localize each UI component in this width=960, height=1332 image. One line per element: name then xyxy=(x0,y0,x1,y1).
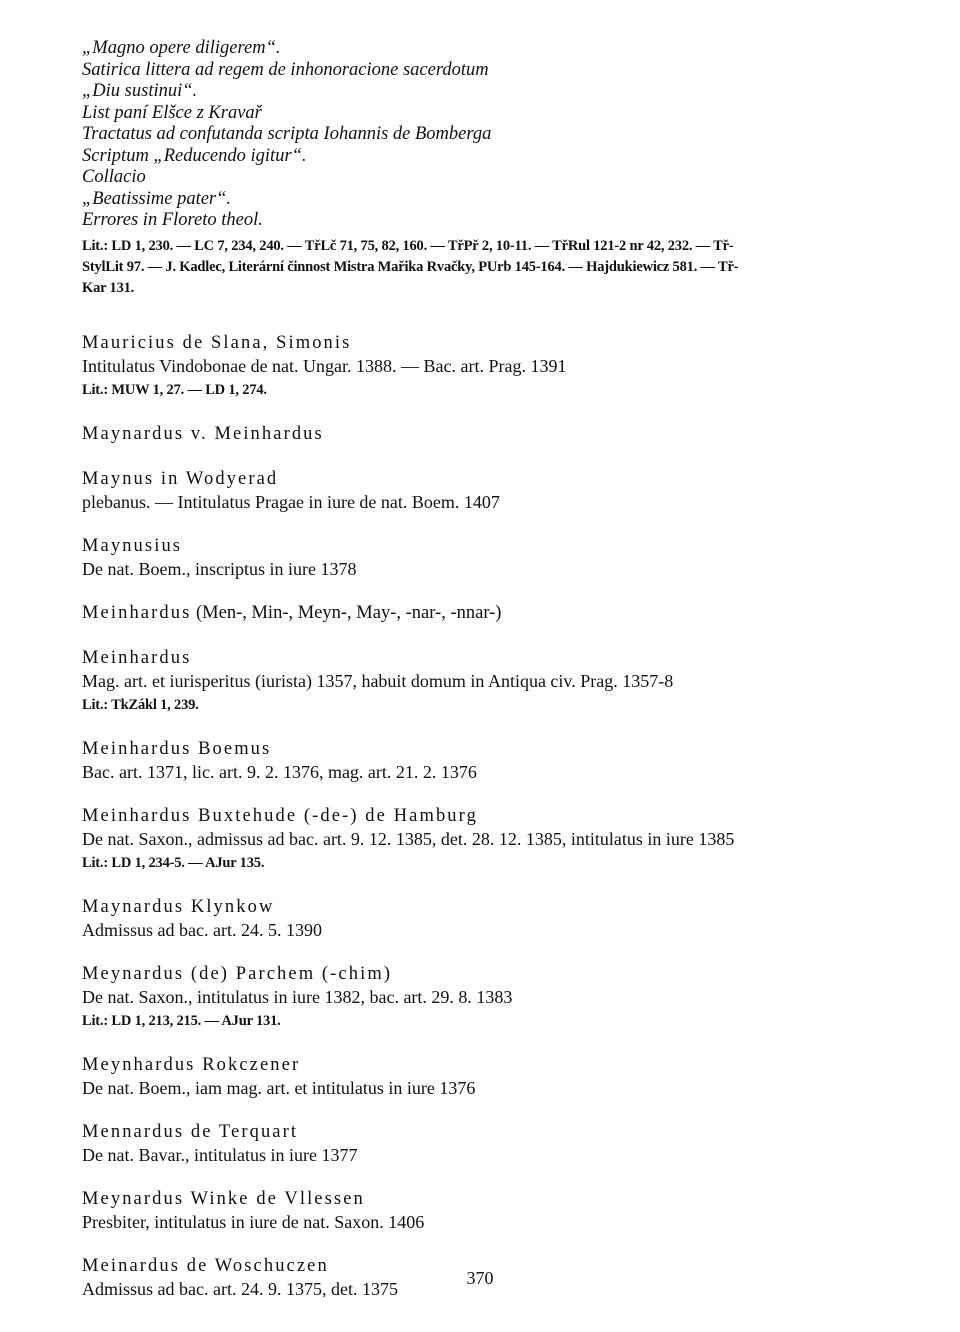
entry-name-text: Meinhardus Buxtehude (-de-) de Hamburg xyxy=(82,805,478,826)
entry-name-text: Meinardus de Woschuczen xyxy=(82,1255,329,1276)
entry-name-text: Meynardus Winke de Vllessen xyxy=(82,1188,365,1209)
literature-line: Lit.: LD 1, 230. — LC 7, 234, 240. — TřLč 71, 75, 82, 160. — TřPř 2, 10-11. — TřRul 121-2 nr 42, 232. — Tř- xyxy=(82,237,734,254)
entry-name xyxy=(82,332,902,355)
entry-description: Intitulatus Vindobonae de nat. Ungar. 1388. — Bac. art. Prag. 1391 xyxy=(82,355,567,376)
entry-name xyxy=(82,535,902,558)
entry-name-text: Meinhardus xyxy=(82,602,192,623)
work-title: „Beatissime pater“. xyxy=(82,188,232,209)
entry-description: De nat. Saxon., admissus ad bac. art. 9. 12. 1385, det. 28. 12. 1385, intitulatus in iure 1385 xyxy=(82,828,735,849)
entry xyxy=(82,805,902,874)
entry xyxy=(82,602,902,625)
entry-name-text: Mennardus de Terquart xyxy=(82,1121,299,1142)
entry-name xyxy=(82,963,902,986)
entry-name xyxy=(82,1121,902,1144)
work-title: Errores in Floreto theol. xyxy=(82,210,263,230)
entry-name-text: Maynusius xyxy=(82,535,183,556)
entry-name xyxy=(82,738,902,761)
intro-literature xyxy=(82,236,902,299)
entry-name-text: Meinhardus xyxy=(82,647,192,668)
entry-name-text: Meinhardus Boemus xyxy=(82,738,272,759)
entry xyxy=(82,332,902,401)
entry-name xyxy=(82,423,902,446)
work-title: „Diu sustinui“. xyxy=(82,81,198,101)
entry-name-text: Maynus in Wodyerad xyxy=(82,468,279,489)
entry-name-text: Maynardus Klynkow xyxy=(82,896,275,917)
document-page xyxy=(82,38,902,1300)
entry xyxy=(82,896,902,941)
literature-line: StylLit 97. — J. Kadlec, Literární činnost Mistra Mařika Rvačky, PUrb 145-164. — Hajdukiewicz 581. — Tř- xyxy=(82,258,739,275)
entry-description: plebanus. — Intitulatus Pragae in iure de nat. Boem. 1407 xyxy=(82,491,500,512)
entry-name xyxy=(82,805,902,828)
work-title: Collacio xyxy=(82,167,146,187)
entry-name xyxy=(82,647,902,670)
literature-line: Kar 131. xyxy=(82,279,135,296)
work-title: Satirica littera ad regem de inhonoracione sacerdotum xyxy=(82,59,489,80)
entry-literature: Lit.: TkZákl 1, 239. xyxy=(82,696,199,713)
entries-list xyxy=(82,332,902,1300)
entry xyxy=(82,963,902,1032)
entry xyxy=(82,423,902,446)
work-title: List paní Elšce z Kravař xyxy=(82,102,262,123)
entry-name-text: Meynardus (de) Parchem (-chim) xyxy=(82,963,393,984)
entry-description: De nat. Saxon., intitulatus in iure 1382, bac. art. 29. 8. 1383 xyxy=(82,986,513,1007)
entry-description: Admissus ad bac. art. 24. 9. 1375, det. 1375 xyxy=(82,1278,398,1299)
entry-description: Admissus ad bac. art. 24. 5. 1390 xyxy=(82,919,322,940)
entry xyxy=(82,738,902,783)
entry xyxy=(82,1054,902,1099)
entry-description: Presbiter, intitulatus in iure de nat. Saxon. 1406 xyxy=(82,1211,425,1232)
works-list xyxy=(82,38,902,232)
work-title: Scriptum „Reducendo igitur“. xyxy=(82,145,307,166)
entry-description: Mag. art. et iurisperitus (iurista) 1357, habuit domum in Antiqua civ. Prag. 1357-8 xyxy=(82,670,674,691)
entry-name xyxy=(82,896,902,919)
entry-name xyxy=(82,602,902,625)
entry-description: De nat. Boem., iam mag. art. et intitulatus in iure 1376 xyxy=(82,1077,476,1098)
entry-literature: Lit.: LD 1, 234-5. — AJur 135. xyxy=(82,854,265,871)
page-number: 370 xyxy=(466,1268,494,1288)
entry-description: De nat. Bavar., intitulatus in iure 1377 xyxy=(82,1144,358,1165)
entry xyxy=(82,1121,902,1166)
entry xyxy=(82,647,902,716)
entry-name-text: Mauricius de Slana, Simonis xyxy=(82,332,352,353)
entry xyxy=(82,535,902,580)
entry-description: Bac. art. 1371, lic. art. 9. 2. 1376, mag. art. 21. 2. 1376 xyxy=(82,761,477,782)
entry-literature: Lit.: LD 1, 213, 215. — AJur 131. xyxy=(82,1012,281,1029)
entry xyxy=(82,1188,902,1233)
entry-literature: Lit.: MUW 1, 27. — LD 1, 274. xyxy=(82,381,267,398)
entry-name xyxy=(82,1054,902,1077)
work-title: Tractatus ad confutanda scripta Iohannis de Bomberga xyxy=(82,124,492,144)
entry-name-text: Meynhardus Rokczener xyxy=(82,1054,301,1075)
entry-name xyxy=(82,1188,902,1211)
entry-name-variants: (Men-, Min-, Meyn-, May-, -nar-, -nnar-) xyxy=(191,602,502,623)
entry-description: De nat. Boem., inscriptus in iure 1378 xyxy=(82,558,357,579)
entry-name-text: Maynardus v. Meinhardus xyxy=(82,423,324,444)
work-title: „Magno opere diligerem“. xyxy=(82,38,281,58)
entry xyxy=(82,468,902,513)
entry-name xyxy=(82,468,902,491)
